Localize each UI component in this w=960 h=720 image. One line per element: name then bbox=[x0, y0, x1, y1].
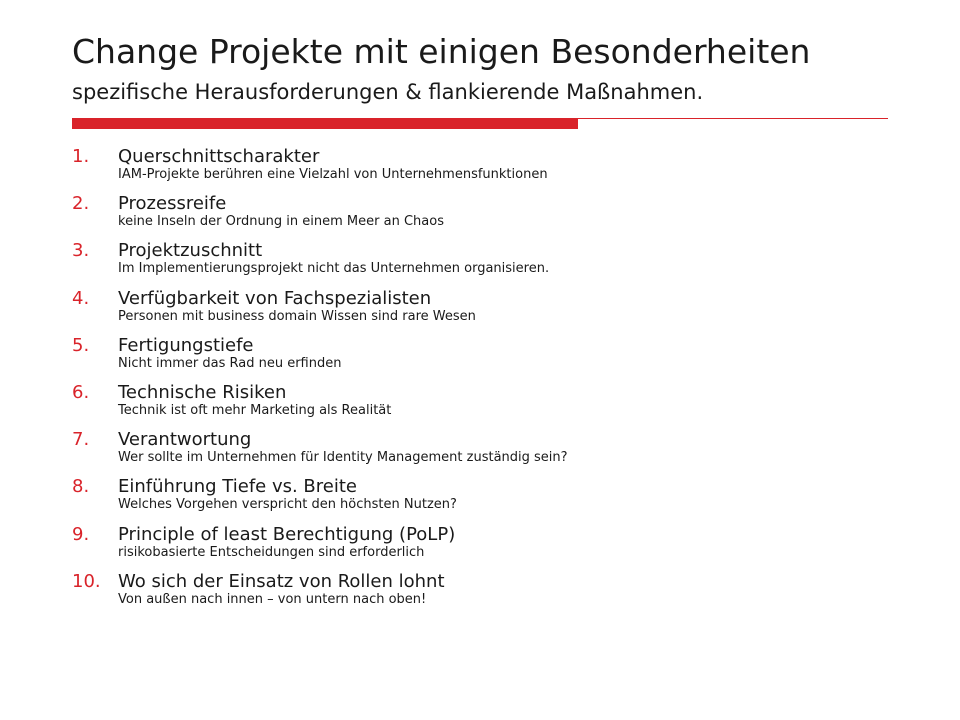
title-divider-thin bbox=[578, 118, 888, 119]
item-title: Prozessreife bbox=[118, 193, 227, 215]
item-description: Technik ist oft mehr Marketing als Realität bbox=[118, 402, 392, 418]
item-title: Einführung Tiefe vs. Breite bbox=[118, 476, 357, 498]
item-title: Verantwortung bbox=[118, 429, 252, 451]
item-number: 7. bbox=[72, 429, 90, 451]
item-description: Personen mit business domain Wissen sind rare Wesen bbox=[118, 308, 476, 324]
item-title: Wo sich der Einsatz von Rollen lohnt bbox=[118, 570, 445, 592]
item-title: Principle of least Berechtigung (PoLP) bbox=[118, 523, 456, 545]
item-title: Verfügbarkeit von Fachspezialisten bbox=[118, 287, 432, 309]
item-title: Technische Risiken bbox=[118, 381, 287, 403]
item-description: IAM-Projekte berühren eine Vielzahl von Unternehmensfunktionen bbox=[118, 167, 548, 182]
item-number: 2. bbox=[72, 193, 90, 215]
item-number: 1. bbox=[72, 146, 90, 167]
title-divider-thick bbox=[72, 118, 578, 129]
item-description: Welches Vorgehen verspricht den höchsten Nutzen? bbox=[118, 497, 457, 513]
item-title: Fertigungstiefe bbox=[118, 334, 254, 356]
slide-title: Change Projekte mit einigen Besonderheiten bbox=[72, 32, 811, 71]
item-title: Projektzuschnitt bbox=[118, 240, 263, 262]
item-description: Von außen nach innen – von untern nach oben! bbox=[118, 591, 427, 607]
item-number: 3. bbox=[72, 240, 90, 262]
item-description: Nicht immer das Rad neu erfinden bbox=[118, 355, 342, 371]
item-number: 6. bbox=[72, 381, 90, 403]
item-description: risikobasierte Entscheidungen sind erforderlich bbox=[118, 544, 425, 560]
item-description: Wer sollte im Unternehmen für Identity Management zuständig sein? bbox=[118, 450, 568, 466]
item-number: 5. bbox=[72, 334, 90, 356]
item-number: 4. bbox=[72, 287, 90, 309]
item-number: 8. bbox=[72, 476, 90, 498]
item-description: keine Inseln der Ordnung in einem Meer an Chaos bbox=[118, 214, 444, 230]
item-title: Querschnittscharakter bbox=[118, 146, 320, 167]
item-number: 10. bbox=[72, 570, 101, 592]
slide-subtitle: spezifische Herausforderungen & flankierende Maßnahmen. bbox=[72, 80, 704, 104]
item-description: Im Implementierungsprojekt nicht das Unternehmen organisieren. bbox=[118, 261, 550, 277]
item-number: 9. bbox=[72, 523, 90, 545]
